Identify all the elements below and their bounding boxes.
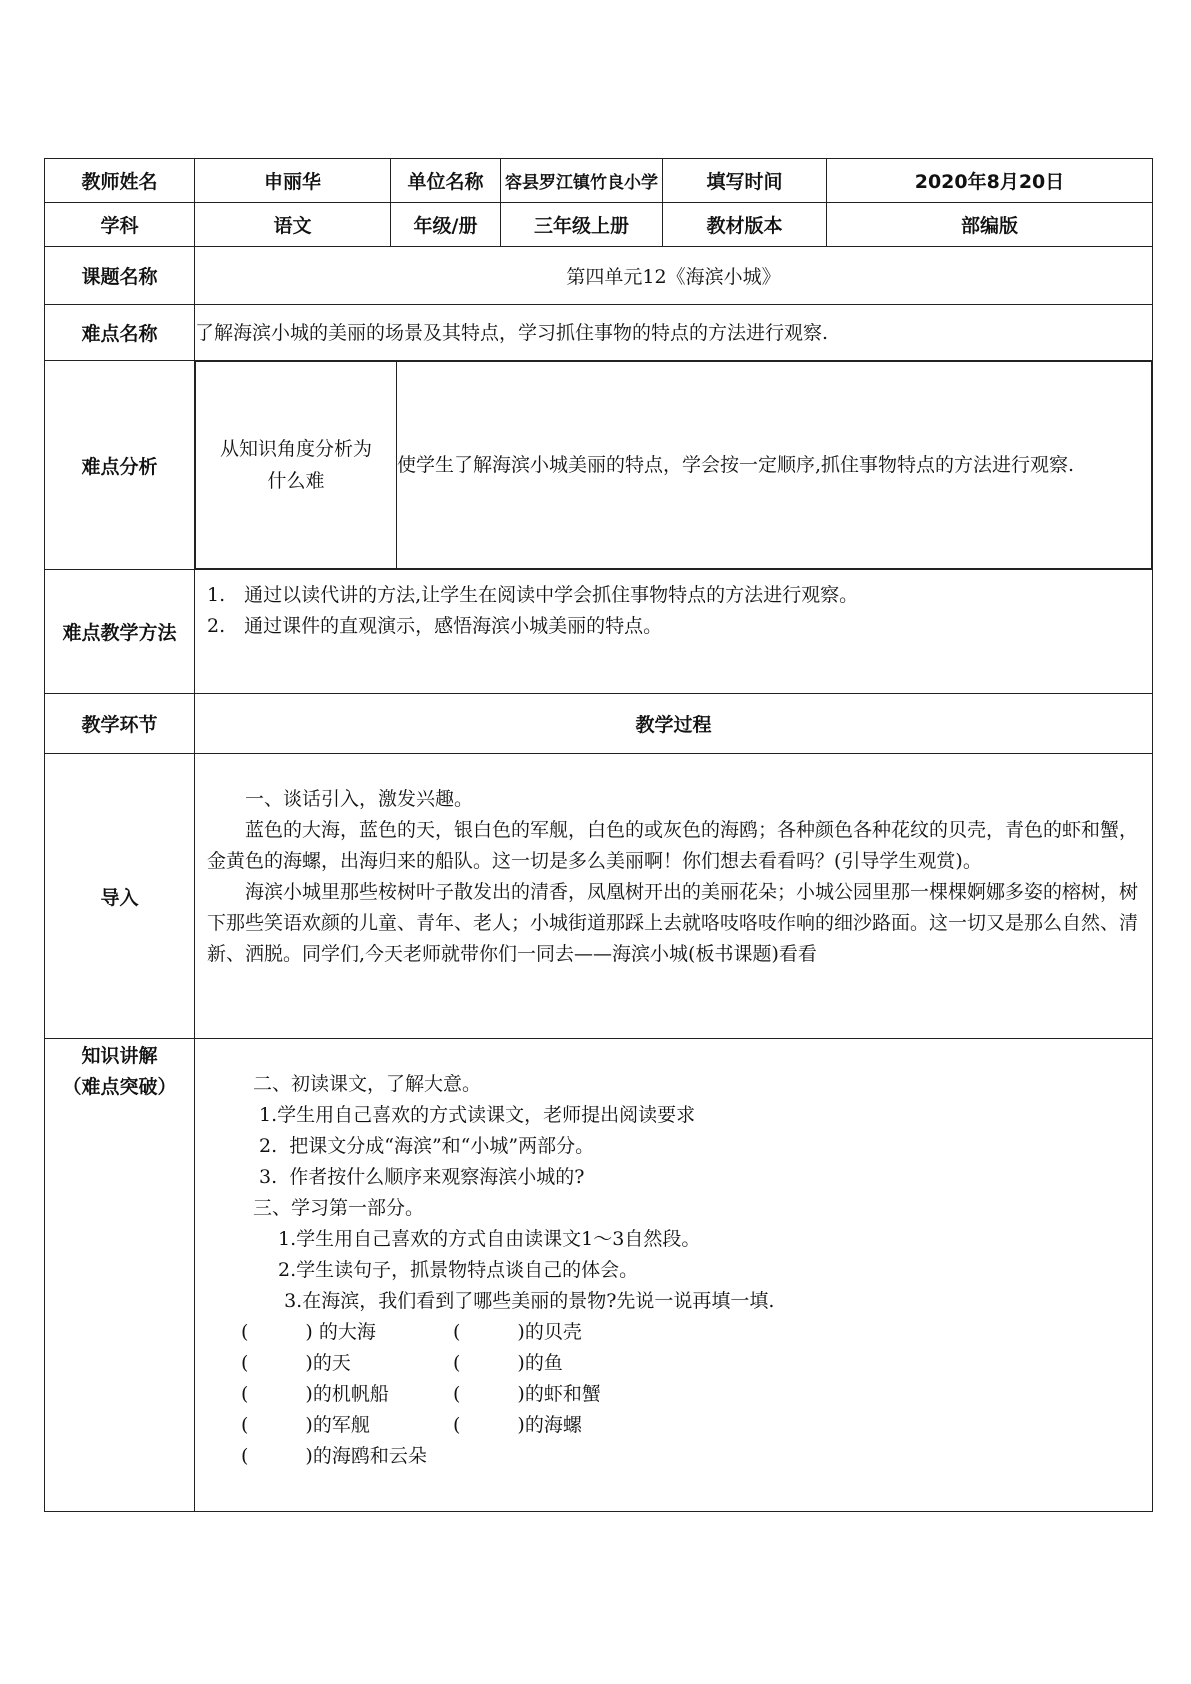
fill-blank-item: ( )的虾和蟹 — [453, 1383, 601, 1405]
analysis-value: 使学生了解海滨小城美丽的特点，学会按一定顺序,抓住事物特点的方法进行观察. — [397, 362, 1152, 569]
topic-row — [45, 247, 1153, 305]
subject-value: 语文 — [195, 203, 391, 247]
difficulty-row — [45, 305, 1153, 361]
fill-blank-row — [241, 1379, 1140, 1410]
method-list — [195, 570, 1153, 694]
knowledge-line: 3.在海滨，我们看到了哪些美丽的景物?先说一说再填一填. — [253, 1290, 775, 1312]
edition-label: 教材版本 — [663, 203, 827, 247]
analysis-row — [45, 361, 1153, 570]
intro-heading: 一、谈话引入，激发兴趣。 — [245, 788, 474, 810]
intro-row — [45, 754, 1153, 1039]
unit-value: 容县罗江镇竹良小学 — [501, 159, 663, 203]
knowledge-label-line: 知识讲解 — [81, 1045, 158, 1067]
fill-blank-item: ( )的海鸥和云朵 — [241, 1445, 427, 1467]
teacher-label: 教师姓名 — [45, 159, 195, 203]
difficulty-value: 了解海滨小城的美丽的场景及其特点，学习抓住事物的特点的方法进行观察. — [195, 305, 1153, 361]
topic-label: 课题名称 — [45, 247, 195, 305]
knowledge-content — [195, 1039, 1153, 1512]
date-value: 2020年8月20日 — [827, 159, 1153, 203]
date-label: 填写时间 — [663, 159, 827, 203]
analysis-sub-label: 从知识角度分析为什么难 — [196, 362, 397, 569]
teacher-value: 申丽华 — [195, 159, 391, 203]
knowledge-label — [45, 1039, 195, 1512]
fill-blank-row — [241, 1441, 1140, 1472]
knowledge-label-line: （难点突破） — [62, 1076, 177, 1098]
lesson-plan-table — [44, 158, 1153, 1512]
analysis-inner — [195, 361, 1152, 569]
knowledge-line: 1.学生用自己喜欢的方式自由读课文1～3自然段。 — [253, 1228, 701, 1250]
grade-label: 年级/册 — [391, 203, 501, 247]
method-item: 2. 通过课件的直观演示，感悟海滨小城美丽的特点。 — [207, 615, 663, 637]
topic-value: 第四单元12《海滨小城》 — [195, 247, 1153, 305]
fill-blank-item: ( )的军舰 — [241, 1414, 370, 1436]
header-row-1 — [45, 159, 1153, 203]
unit-label: 单位名称 — [391, 159, 501, 203]
method-row — [45, 570, 1153, 694]
difficulty-label: 难点名称 — [45, 305, 195, 361]
fill-blank-item: ( )的贝壳 — [453, 1321, 582, 1343]
fill-blank-item: ( )的海螺 — [453, 1414, 582, 1436]
fill-blank-item: ( )的机帆船 — [241, 1383, 389, 1405]
intro-label: 导入 — [45, 754, 195, 1039]
intro-paragraph: 蓝色的大海，蓝色的天，银白色的军舰，白色的或灰色的海鸥；各种颜色各种花纹的贝壳，青色的虾和蟹，金黄色的海螺，出海归来的船队。这一切是多么美丽啊！你们想去看看吗？(引导学生观赏)。 — [207, 819, 1139, 872]
process-header-row — [45, 694, 1153, 754]
fill-blank-row — [241, 1317, 1140, 1348]
grade-value: 三年级上册 — [501, 203, 663, 247]
method-item: 1. 通过以读代讲的方法,让学生在阅读中学会抓住事物特点的方法进行观察。 — [207, 584, 859, 606]
fill-blank-list — [241, 1317, 1140, 1472]
knowledge-line: 3. 作者按什么顺序来观察海滨小城的? — [253, 1166, 585, 1188]
intro-content — [195, 754, 1153, 1039]
subject-label: 学科 — [45, 203, 195, 247]
fill-blank-item: ( ) 的大海 — [241, 1321, 376, 1343]
knowledge-line: 1.学生用自己喜欢的方式读课文，老师提出阅读要求 — [253, 1104, 696, 1126]
process-step-label: 教学环节 — [45, 694, 195, 754]
method-label: 难点教学方法 — [45, 570, 195, 694]
fill-blank-item: ( )的天 — [241, 1352, 351, 1374]
fill-blank-item: ( )的鱼 — [453, 1352, 563, 1374]
header-row-2 — [45, 203, 1153, 247]
process-label: 教学过程 — [195, 694, 1153, 754]
edition-value: 部编版 — [827, 203, 1153, 247]
knowledge-line: 2.学生读句子，抓景物特点谈自己的体会。 — [253, 1259, 639, 1281]
fill-blank-row — [241, 1410, 1140, 1441]
knowledge-row — [45, 1039, 1153, 1512]
analysis-label: 难点分析 — [45, 361, 195, 570]
fill-blank-row — [241, 1348, 1140, 1379]
knowledge-line: 2. 把课文分成“海滨”和“小城”两部分。 — [253, 1135, 595, 1157]
knowledge-line: 二、初读课文，了解大意。 — [253, 1073, 482, 1095]
intro-paragraph: 海滨小城里那些桉树叶子散发出的清香，凤凰树开出的美丽花朵；小城公园里那一棵棵婀娜多姿的榕树，树下那些笑语欢颜的儿童、青年、老人；小城街道那踩上去就咯吱咯吱作响的细沙路面。这一切又是那么自然、清新、洒脱。同学们,今天老师就带你们一同去——海滨小城(板书课题)看看 — [207, 881, 1139, 965]
knowledge-line: 三、学习第一部分。 — [253, 1197, 425, 1219]
lesson-plan-form — [44, 158, 1152, 1512]
